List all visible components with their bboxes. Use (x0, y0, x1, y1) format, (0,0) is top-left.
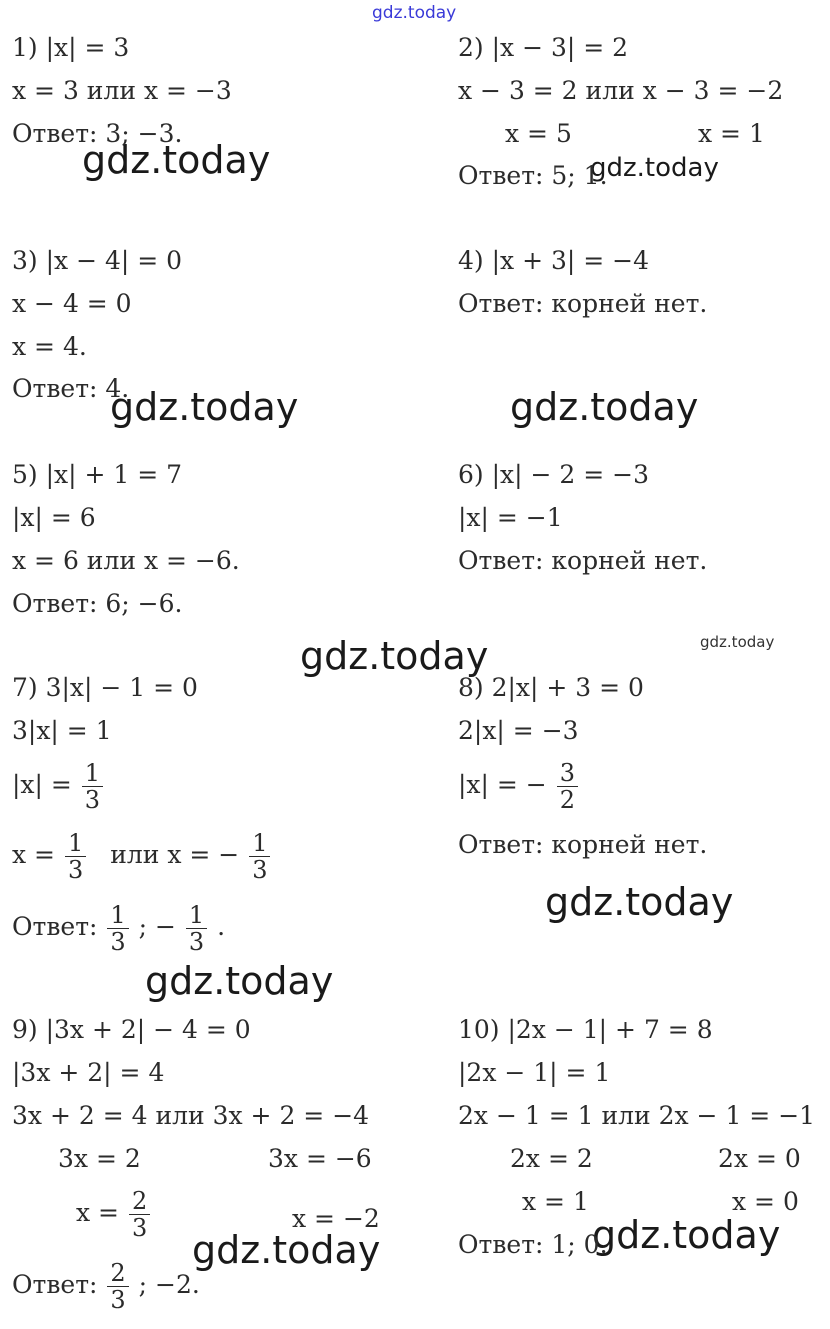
problem-8-equation: 8) 2|x| + 3 = 0 (458, 673, 644, 702)
watermark: gdz.today (192, 1228, 381, 1272)
problem-1-answer: Ответ: 3; −3. (12, 119, 183, 148)
problem-5-step: x = 6 или x = −6. (12, 546, 240, 575)
problem-6-answer: Ответ: корней нет. (458, 546, 708, 575)
problem-10-step: |2x − 1| = 1 (458, 1058, 611, 1087)
problem-10-step: 2x − 1 = 1 или 2x − 1 = −1 (458, 1101, 816, 1130)
problem-7-step: 3|x| = 1 (12, 716, 112, 745)
watermark: gdz.today (110, 385, 299, 429)
problem-9-step: |3x + 2| = 4 (12, 1058, 165, 1087)
problem-5-equation: 5) |x| + 1 = 7 (12, 460, 183, 489)
problem-9-root-a: x = $\frac{2}{3}$ (76, 1188, 152, 1241)
problem-10-step-a: 2x = 2 (510, 1144, 593, 1173)
problem-1-equation: 1) |x| = 3 (12, 33, 130, 62)
watermark: gdz.today (510, 385, 699, 429)
problem-9-step: 3x + 2 = 4 или 3x + 2 = −4 (12, 1101, 370, 1130)
problem-9-root-b: x = −2 (292, 1204, 380, 1233)
problem-10-answer: Ответ: 1; 0. (458, 1230, 608, 1259)
problem-3-step: x − 4 = 0 (12, 289, 132, 318)
problem-3-equation: 3) |x − 4| = 0 (12, 246, 183, 275)
problem-2-answer: Ответ: 5; 1. (458, 161, 608, 190)
watermark-top: gdz.today (372, 3, 457, 23)
fraction: $\frac{1}{3}$ (186, 902, 207, 955)
problem-10-root-a: x = 1 (522, 1187, 589, 1216)
problem-2-root-a: x = 5 (505, 119, 572, 148)
fraction: $\frac{1}{3}$ (249, 830, 270, 883)
problem-7-equation: 7) 3|x| − 1 = 0 (12, 673, 198, 702)
problem-3-step: x = 4. (12, 332, 87, 361)
fraction: $\frac{1}{3}$ (82, 760, 103, 813)
problem-7-step: |x| = $\frac{1}{3}$ (12, 760, 105, 813)
watermark: gdz.today (700, 633, 775, 651)
watermark: gdz.today (545, 880, 734, 924)
problem-10-equation: 10) |2x − 1| + 7 = 8 (458, 1015, 713, 1044)
watermark: gdz.today (300, 634, 489, 678)
problem-9-step-b: 3x = −6 (268, 1144, 372, 1173)
problem-2-step: x − 3 = 2 или x − 3 = −2 (458, 76, 784, 105)
problem-7-step: x = $\frac{1}{3}$ или x = − $\frac{1}{3}$ (12, 830, 272, 883)
problem-9-step-a: 3x = 2 (58, 1144, 141, 1173)
problem-9-equation: 9) |3x + 2| − 4 = 0 (12, 1015, 251, 1044)
watermark: gdz.today (590, 153, 719, 183)
watermark: gdz.today (592, 1213, 781, 1257)
problem-1-step: x = 3 или x = −3 (12, 76, 232, 105)
problem-6-step: |x| = −1 (458, 503, 563, 532)
fraction: $\frac{1}{3}$ (65, 830, 86, 883)
problem-10-step-b: 2x = 0 (718, 1144, 801, 1173)
problem-8-step: 2|x| = −3 (458, 716, 579, 745)
fraction: $\frac{1}{3}$ (107, 902, 128, 955)
problem-2-equation: 2) |x − 3| = 2 (458, 33, 629, 62)
problem-5-step: |x| = 6 (12, 503, 96, 532)
problem-7-answer: Ответ: $\frac{1}{3}$ ; − $\frac{1}{3}$ . (12, 901, 226, 956)
problem-8-answer: Ответ: корней нет. (458, 830, 708, 859)
fraction: $\frac{2}{3}$ (129, 1188, 150, 1241)
problem-6-equation: 6) |x| − 2 = −3 (458, 460, 649, 489)
fraction: $\frac{3}{2}$ (557, 760, 578, 813)
watermark: gdz.today (145, 959, 334, 1003)
problem-8-step: |x| = − $\frac{3}{2}$ (458, 760, 580, 813)
problem-4-equation: 4) |x + 3| = −4 (458, 246, 649, 275)
fraction: $\frac{2}{3}$ (107, 1260, 128, 1313)
problem-10-root-b: x = 0 (732, 1187, 799, 1216)
problem-5-answer: Ответ: 6; −6. (12, 589, 183, 618)
problem-3-answer: Ответ: 4. (12, 374, 130, 403)
problem-9-answer: Ответ: $\frac{2}{3}$ ; −2. (12, 1259, 200, 1314)
problem-4-answer: Ответ: корней нет. (458, 289, 708, 318)
problem-2-root-b: x = 1 (698, 119, 765, 148)
watermark: gdz.today (82, 138, 271, 182)
